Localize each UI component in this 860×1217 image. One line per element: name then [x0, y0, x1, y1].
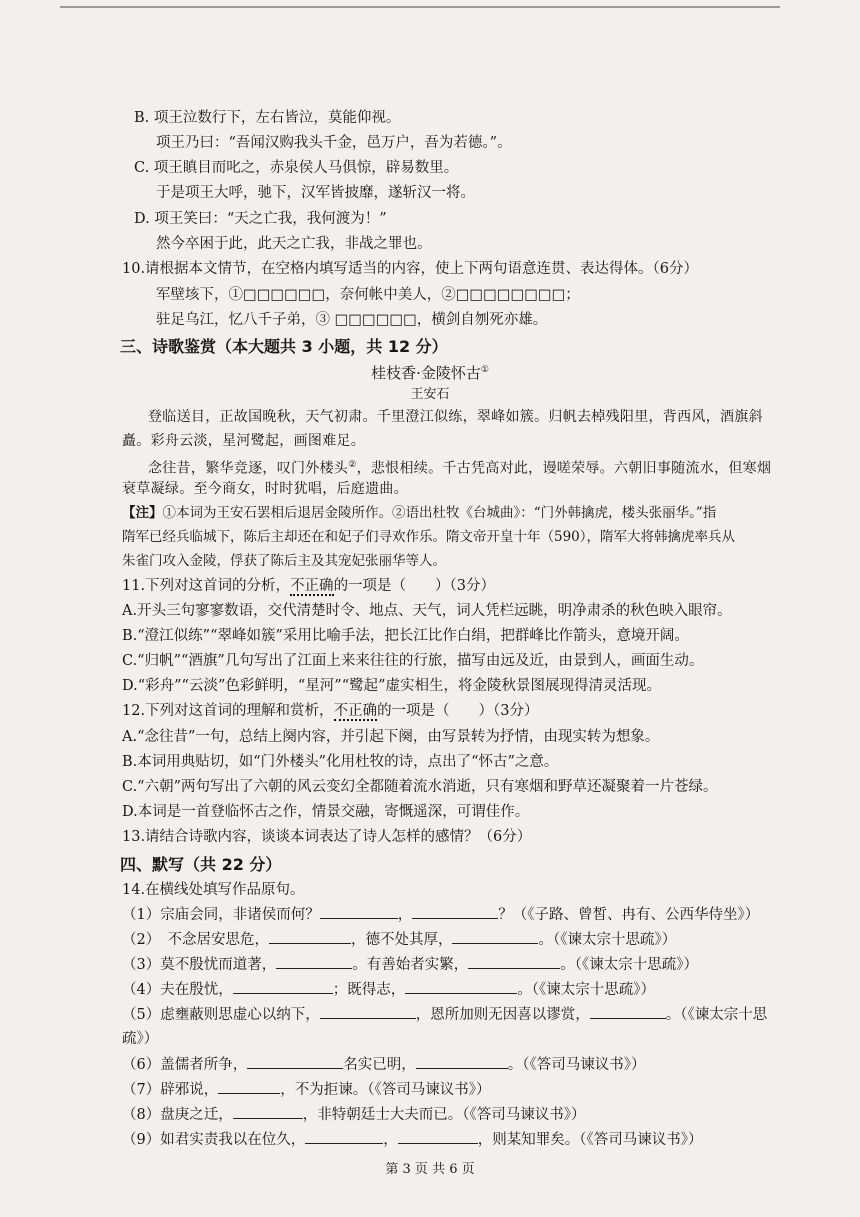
question-11-stem — [122, 576, 495, 596]
answer-blank[interactable] — [233, 979, 333, 994]
dictation-1-text-a: （1）宗庙会同，非诸侯而何？ — [122, 907, 320, 923]
question-12-option-a: A.“念往昔”一句，总结上阕内容，并引起下阕，由写景转为抒情，由现实转为想象。 — [122, 729, 660, 745]
question-12-stem-b: 的一项是（ ）（3分） — [377, 703, 539, 719]
answer-blank[interactable] — [468, 954, 560, 969]
answer-blank[interactable] — [247, 1054, 343, 1069]
dictation-2-text-a: （2） 不念居安思危， — [122, 932, 269, 948]
answer-blank[interactable] — [398, 1129, 478, 1144]
option-d-line1: D. 项王笑曰：“天之亡我，我何渡为！” — [134, 211, 387, 227]
question-12-emphasis: 不正确 — [333, 703, 378, 719]
dictation-item-9 — [122, 1129, 702, 1150]
answer-blank[interactable] — [218, 1079, 280, 1094]
dictation-8-text-b: ，非特朝廷士大夫而已。（《答司马谏议书》） — [302, 1107, 586, 1123]
dictation-7-text-a: （7）辟邪说， — [122, 1082, 219, 1098]
dictation-8-text-a: （8）盘庚之迁， — [122, 1107, 233, 1123]
option-d-line2: 然今卒困于此，此天之亡我，非战之罪也。 — [156, 236, 432, 252]
poem-note-text-1: ①本词为王安石罢相后退居金陵所作。②语出杜牧《台城曲》：“门外韩擒虎，楼头张丽华。”指 — [162, 505, 717, 521]
answer-blank[interactable] — [412, 904, 498, 919]
dictation-4-text-b: ；既得志， — [332, 982, 406, 998]
poem-line-1: 登临送目，正故国晚秋，天气初肃。千里澄江似练，翠峰如簇。归帆去棹残阳里，背西风，酒旗斜 — [148, 409, 763, 425]
dictation-item-7 — [122, 1079, 490, 1100]
question-11-option-c: C.“归帆”“酒旗”几句写出了江面上来来往往的行旅，描写由远及近，由景到人，画面生动。 — [122, 653, 704, 669]
option-c-line2: 于是项王大呼，驰下，汉军皆披靡，遂斩汉一将。 — [156, 185, 475, 201]
question-12-stem — [122, 701, 539, 721]
page-footer: 第 3 页 共 6 页 — [385, 1162, 475, 1177]
question-13: 13.请结合诗歌内容，谈谈本词表达了诗人怎样的感情？（6分） — [122, 829, 532, 845]
question-11-option-a: A.开头三句寥寥数语，交代清楚时令、地点、天气，词人凭栏远眺，明净肃杀的秋色映入眼帘。 — [122, 603, 732, 619]
question-12-option-d: D.本词是一首登临怀古之作，情景交融，寄慨遥深，可谓佳作。 — [122, 804, 530, 820]
section-3-heading: 三、诗歌鉴赏（本大题共 3 小题，共 12 分） — [120, 337, 448, 356]
dictation-item-8 — [122, 1104, 585, 1125]
dictation-4-text-a: （4）夫在殷忧， — [122, 982, 233, 998]
option-b-line1: B. 项王泣数行下，左右皆泣，莫能仰视。 — [134, 110, 401, 126]
answer-blank[interactable] — [276, 954, 352, 969]
dictation-3-text-a: （3）莫不殷忧而道著， — [122, 957, 277, 973]
dictation-5-text-c: 。（《谏太宗十思 — [665, 1007, 768, 1023]
dictation-9-text-b: ， — [383, 1132, 398, 1148]
dictation-7-text-b: ，不为拒谏。（《答司马谏议书》） — [280, 1082, 491, 1098]
answer-blank[interactable] — [269, 929, 351, 944]
poem-line-2: 矗。彩舟云淡，星河鹭起，画图难足。 — [122, 433, 366, 449]
dictation-9-text-a: （9）如君实责我以在位久， — [122, 1132, 306, 1148]
dictation-item-3 — [122, 954, 698, 975]
dictation-6-text-b: 名实已明， — [343, 1057, 416, 1073]
question-10-stem: 10.请根据本文情节，在空格内填写适当的内容，使上下两句语意连贯、表达得体。（6分） — [122, 261, 699, 277]
dictation-6-text-a: （6）盖儒者所争， — [122, 1057, 248, 1073]
option-c-line1: C. 项王瞋目而叱之，赤泉侯人马俱惊，辟易数里。 — [134, 160, 459, 176]
dictation-2-text-c: 。（《谏太宗十思疏》） — [538, 932, 677, 948]
answer-blank[interactable] — [320, 904, 398, 919]
question-12-option-c: C.“六朝”两句写出了六朝的风云变幻全都随着流水消逝，只有寒烟和野草还凝聚着一片苍绿。 — [122, 779, 718, 795]
poem-author: 王安石 — [410, 387, 450, 402]
question-10-line1: 军壁垓下，①□□□□□□，奈何帐中美人，②□□□□□□□□； — [156, 287, 580, 303]
question-12-stem-a: 12.下列对这首词的理解和赏析， — [122, 703, 334, 719]
dictation-3-text-c: 。（《谏太宗十思疏》） — [560, 957, 698, 973]
section-4-heading: 四、默写（共 22 分） — [120, 855, 282, 874]
poem-title-line — [0, 360, 860, 383]
dictation-item-5-cont: 疏》） — [122, 1031, 159, 1047]
answer-blank[interactable] — [305, 1129, 383, 1144]
question-11-option-b: B.“澄江似练”“翠峰如簇”采用比喻手法，把长江比作白绢，把群峰比作箭头，意境开阔。 — [122, 628, 689, 644]
poem-line-3-text: 念往昔，繁华竞逐，叹门外楼头 — [148, 460, 349, 477]
poem-note-line-2: 隋军已经兵临城下，陈后主却还在和妃子们寻欢作乐。隋文帝开皇十年（590），隋军大将韩擒虎率兵从 — [122, 529, 736, 545]
dictation-item-6 — [122, 1054, 645, 1075]
poem-line-3 — [148, 455, 771, 479]
question-11-option-d: D.“彩舟”“云淡”色彩鲜明，“星河”“鹭起”虚实相生，将金陵秋景图展现得清灵活现。 — [122, 678, 662, 694]
dictation-5-text-a: （5）虑壅蔽则思虚心以纳下， — [122, 1007, 320, 1023]
dictation-3-text-b: 。有善始者实繁， — [352, 957, 469, 973]
answer-blank[interactable] — [590, 1004, 666, 1019]
poem-note-line-3: 朱雀门攻入金陵，俘获了陈后主及其宠妃张丽华等人。 — [122, 553, 446, 569]
poem-note-line-1 — [122, 503, 716, 523]
dictation-item-4 — [122, 979, 655, 1000]
answer-blank[interactable] — [452, 929, 538, 944]
dictation-item-1 — [122, 904, 759, 925]
question-11-emphasis: 不正确 — [290, 578, 334, 594]
question-11-stem-b: 的一项是（ ）（3分） — [333, 578, 496, 594]
dictation-6-text-c: 。（《答司马谏议书》） — [507, 1057, 646, 1073]
dictation-2-text-b: ，德不处其厚， — [350, 932, 453, 948]
answer-blank[interactable] — [320, 1004, 416, 1019]
dictation-5-text-b: ，恩所加则无因喜以谬赏， — [415, 1007, 590, 1023]
question-14-stem: 14.在横线处填写作品原句。 — [122, 882, 305, 898]
dictation-item-2 — [122, 929, 676, 950]
dictation-4-text-c: 。（《谏太宗十思疏》） — [517, 982, 655, 998]
answer-blank[interactable] — [233, 1104, 303, 1119]
option-b-line2: 项王乃曰：“吾闻汉购我头千金，邑万户，吾为若德。”。 — [156, 135, 512, 151]
page-top-edge — [60, 6, 780, 8]
question-12-option-b: B.本词用典贴切，如“门外楼头”化用杜牧的诗，点出了“怀古”之意。 — [122, 754, 559, 770]
dictation-9-text-c: ，则某知罪矣。（《答司马谏议书》） — [477, 1132, 703, 1148]
dictation-1-text-b: ， — [397, 907, 413, 923]
poem-title-footnote-mark: ① — [480, 365, 489, 375]
poem-line-3-text-b: ，悲恨相续。千古凭高对此，谩嗟荣辱。六朝旧事随流水，但寒烟 — [356, 460, 772, 477]
poem-line-4: 衰草凝绿。至今商女，时时犹唱，后庭遗曲。 — [122, 481, 408, 497]
poem-footnote-mark-2: ② — [348, 460, 357, 470]
question-11-stem-a: 11.下列对这首词的分析， — [122, 578, 291, 594]
poem-title: 桂枝香·金陵怀古 — [371, 364, 481, 382]
dictation-1-text-c: ？（《子路、曾皙、冉有、公西华侍坐》） — [498, 907, 760, 923]
dictation-item-5 — [122, 1004, 767, 1025]
note-tag: 【注】 — [122, 505, 163, 521]
answer-blank[interactable] — [405, 979, 517, 994]
question-10-line2: 驻足乌江，忆八千子弟，③ □□□□□□，横剑自刎死亦雄。 — [156, 312, 548, 328]
answer-blank[interactable] — [416, 1054, 508, 1069]
